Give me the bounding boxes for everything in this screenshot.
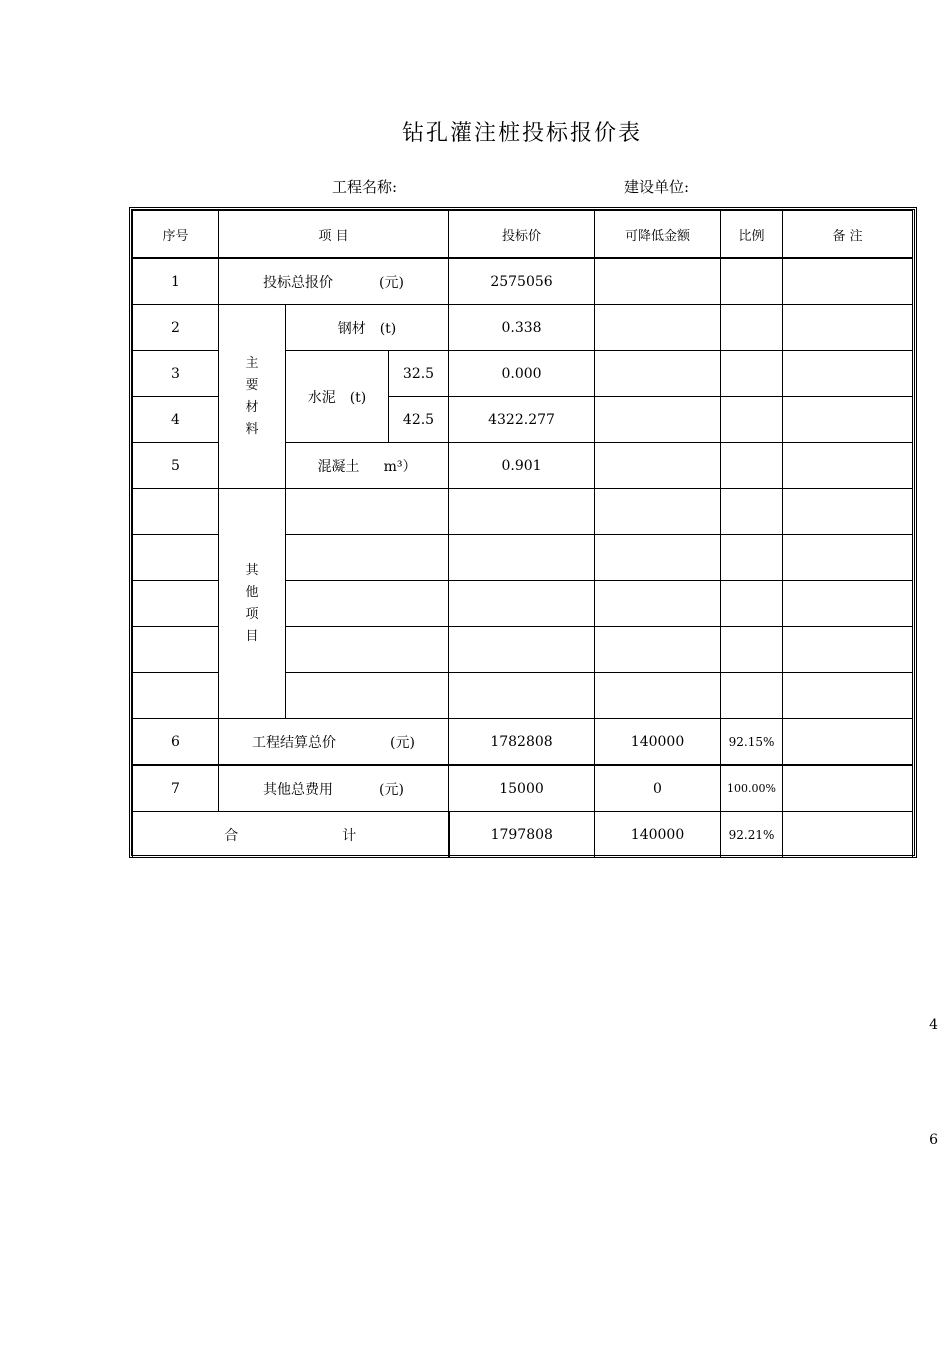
row-remark [783, 627, 913, 673]
item-unit: (元) [379, 274, 404, 291]
cement-grade: 32.5 [389, 351, 449, 397]
row-item [219, 765, 449, 812]
margin-number: 4 [929, 1017, 938, 1033]
row-reducible [595, 627, 721, 673]
row-price [449, 489, 595, 535]
item-text: 其他总费用 [263, 781, 334, 798]
row-remark [783, 397, 913, 443]
row-reducible: 140000 [595, 719, 721, 766]
row-no: 3 [133, 351, 219, 397]
table-row [133, 765, 913, 812]
row-ratio [721, 535, 783, 581]
cement-grade: 42.5 [389, 397, 449, 443]
row-remark [783, 443, 913, 489]
other-group-label [219, 489, 286, 719]
row-no: 2 [133, 305, 219, 351]
row-item [219, 719, 449, 766]
header-price: 投标价 [449, 211, 595, 259]
table-row [133, 489, 913, 535]
total-row [133, 812, 913, 858]
row-item [286, 627, 449, 673]
row-price: 2575056 [449, 258, 595, 305]
row-reducible [595, 397, 721, 443]
row-remark [783, 305, 913, 351]
margin-number: 6 [929, 1132, 938, 1148]
row-item [286, 305, 449, 351]
total-label [133, 812, 449, 858]
row-remark [783, 673, 913, 719]
row-no: 4 [133, 397, 219, 443]
item-text: 水泥 [307, 389, 336, 406]
table-row [133, 305, 913, 351]
row-price [449, 535, 595, 581]
item-text: 投标总报价 [263, 274, 334, 291]
row-item [286, 535, 449, 581]
row-no [133, 489, 219, 535]
group-text: 其他项目 [245, 562, 259, 644]
construction-unit-label: 建设单位: [624, 178, 690, 196]
total-remark [783, 812, 913, 858]
row-remark [783, 489, 913, 535]
row-reducible [595, 258, 721, 305]
row-ratio: 100.00% [721, 765, 783, 812]
row-remark [783, 581, 913, 627]
row-ratio: 92.15% [721, 719, 783, 766]
header-ratio: 比例 [721, 211, 783, 259]
row-ratio [721, 581, 783, 627]
row-item [286, 489, 449, 535]
row-reducible [595, 489, 721, 535]
header-remark: 备 注 [783, 211, 913, 259]
row-no [133, 627, 219, 673]
total-reducible: 140000 [595, 812, 721, 858]
item-unit: (t) [379, 320, 397, 337]
row-price [449, 581, 595, 627]
table-row [133, 719, 913, 766]
quotation-table [132, 210, 913, 858]
row-ratio [721, 673, 783, 719]
row-price: 0.000 [449, 351, 595, 397]
row-no [133, 581, 219, 627]
row-price [449, 673, 595, 719]
row-ratio [721, 489, 783, 535]
row-price: 15000 [449, 765, 595, 812]
row-ratio [721, 397, 783, 443]
row-remark [783, 258, 913, 305]
row-ratio [721, 443, 783, 489]
row-remark [783, 351, 913, 397]
cement-label [286, 351, 389, 443]
row-no [133, 673, 219, 719]
row-ratio [721, 258, 783, 305]
total-ratio: 92.21% [721, 812, 783, 858]
row-remark [783, 535, 913, 581]
row-no: 5 [133, 443, 219, 489]
item-unit: (t) [349, 389, 367, 406]
row-no [133, 535, 219, 581]
row-price: 4322.277 [449, 397, 595, 443]
row-item [286, 581, 449, 627]
total-price: 1797808 [449, 812, 595, 858]
row-item [286, 673, 449, 719]
item-text: 钢材 [337, 320, 366, 337]
row-remark [783, 719, 913, 766]
item-unit: m³） [383, 458, 417, 475]
row-price: 0.338 [449, 305, 595, 351]
item-text: 混凝土 [317, 458, 360, 475]
project-name-label: 工程名称: [332, 178, 398, 196]
item-unit: (元) [379, 781, 404, 798]
row-item [286, 443, 449, 489]
group-text: 主要材料 [245, 355, 259, 437]
row-price [449, 627, 595, 673]
row-reducible [595, 351, 721, 397]
row-no: 7 [133, 765, 219, 812]
row-reducible [595, 581, 721, 627]
row-ratio [721, 627, 783, 673]
row-reducible: 0 [595, 765, 721, 812]
material-group-label [219, 305, 286, 489]
row-reducible [595, 443, 721, 489]
total-label-a: 合 [224, 827, 239, 844]
row-ratio [721, 305, 783, 351]
table-row [133, 258, 913, 305]
row-item [219, 258, 449, 305]
total-label-b: 计 [342, 827, 357, 844]
quotation-table-frame [129, 207, 917, 858]
row-price: 1782808 [449, 719, 595, 766]
row-ratio [721, 351, 783, 397]
row-reducible [595, 673, 721, 719]
header-no: 序号 [133, 211, 219, 259]
row-reducible [595, 305, 721, 351]
row-no: 1 [133, 258, 219, 305]
header-item: 项 目 [219, 211, 449, 259]
item-text: 工程结算总价 [252, 734, 337, 751]
header-row [133, 211, 913, 259]
row-remark [783, 765, 913, 812]
row-reducible [595, 535, 721, 581]
header-reducible: 可降低金额 [595, 211, 721, 259]
row-price: 0.901 [449, 443, 595, 489]
document-title: 钻孔灌注桩投标报价表 [401, 121, 642, 146]
row-no: 6 [133, 719, 219, 766]
item-unit: (元) [390, 734, 415, 751]
